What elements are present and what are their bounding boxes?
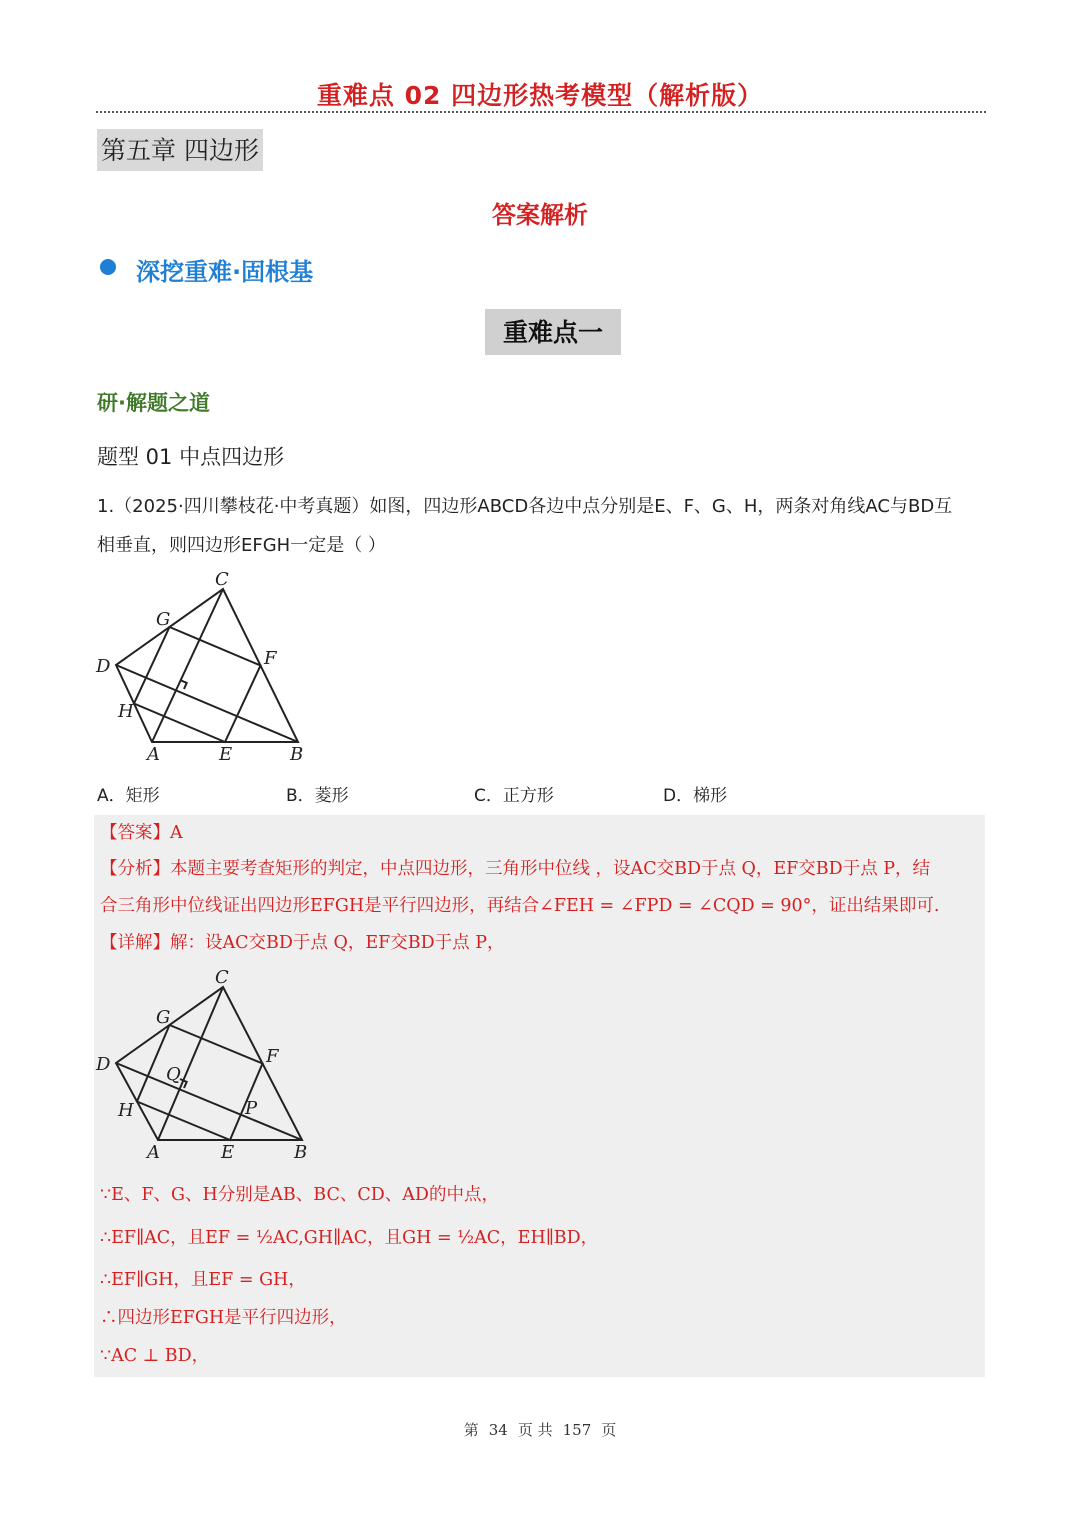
footer-mid: 页 共	[517, 1421, 553, 1439]
detail-line: 【详解】解：设AC交BD于点 Q，EF交BD于点 P，	[100, 933, 505, 953]
label-f: F	[264, 648, 277, 669]
label-f: F	[266, 1046, 279, 1067]
answer-section-title: 答案解析	[492, 201, 588, 229]
analysis-line2: 合三角形中位线证出四边形EFGH是平行四边形，再结合∠FEH = ∠FPD = ∠CQD = 90°，证出结果即可.	[100, 896, 940, 916]
label-g: G	[156, 609, 171, 630]
label-a: A	[147, 1142, 160, 1163]
label-h: H	[118, 1100, 134, 1121]
document-title: 重难点 02 四边形热考模型（解析版）	[316, 81, 764, 110]
page-number: 34	[488, 1421, 508, 1439]
option-c: C．正方形	[474, 786, 554, 806]
step-2: ∴EF∥AC，且EF = ½AC,GH∥AC，且GH = ½AC，EH∥BD，	[100, 1228, 599, 1248]
header-divider	[96, 111, 986, 113]
label-q: Q	[166, 1064, 181, 1085]
quadrilateral-figure	[90, 565, 320, 765]
right-angle-mark	[180, 680, 187, 689]
diagonal-bd	[116, 1063, 302, 1140]
label-b: B	[290, 744, 304, 765]
question-text-line2: 相垂直，则四边形EFGH一定是（ ）	[97, 535, 386, 556]
label-h: H	[118, 701, 134, 722]
label-d: D	[96, 1054, 111, 1075]
bullet-dot-icon	[100, 259, 116, 275]
label-g: G	[156, 1007, 171, 1028]
label-e: E	[221, 1142, 235, 1163]
label-e: E	[219, 744, 233, 765]
label-c: C	[215, 967, 229, 988]
label-c: C	[215, 569, 229, 590]
key-point-box: 重难点一	[485, 309, 621, 355]
analysis-line1: 【分析】本题主要考查矩形的判定，中点四边形，三角形中位线 ，设AC交BD于点 Q，EF交BD于点 P，结	[100, 859, 931, 879]
step-3: ∴EF∥GH，且EF = GH，	[100, 1270, 306, 1290]
step-4: ∴四边形EFGH是平行四边形，	[100, 1308, 347, 1328]
footer-prefix: 第	[463, 1421, 479, 1439]
method-heading: 研·解题之道	[97, 391, 210, 415]
page-total: 157	[562, 1421, 592, 1439]
question-type-heading: 题型 01 中点四边形	[97, 445, 285, 469]
label-d: D	[96, 656, 111, 677]
answer-line: 【答案】A	[100, 823, 183, 843]
quadrilateral-figure-annotated	[90, 963, 320, 1163]
step-5: ∵AC ⊥ BD，	[100, 1346, 210, 1366]
question-text-line1: 1.（2025·四川攀枝花·中考真题）如图，四边形ABCD各边中点分别是E、F、G、H，两条对角线AC与BD互	[97, 496, 953, 517]
footer-suffix: 页	[601, 1421, 617, 1439]
chapter-heading: 第五章 四边形	[97, 129, 263, 171]
label-b: B	[294, 1142, 308, 1163]
option-a: A．矩形	[97, 786, 160, 806]
option-b: B．菱形	[286, 786, 349, 806]
section-title: 深挖重难·固根基	[136, 258, 314, 286]
diagonal-bd	[116, 665, 298, 742]
page-footer	[0, 1419, 1080, 1440]
label-a: A	[147, 744, 160, 765]
step-1: ∵E、F、G、H分别是AB、BC、CD、AD的中点，	[100, 1185, 499, 1205]
option-d: D．梯形	[663, 786, 728, 806]
label-p: P	[245, 1098, 258, 1119]
